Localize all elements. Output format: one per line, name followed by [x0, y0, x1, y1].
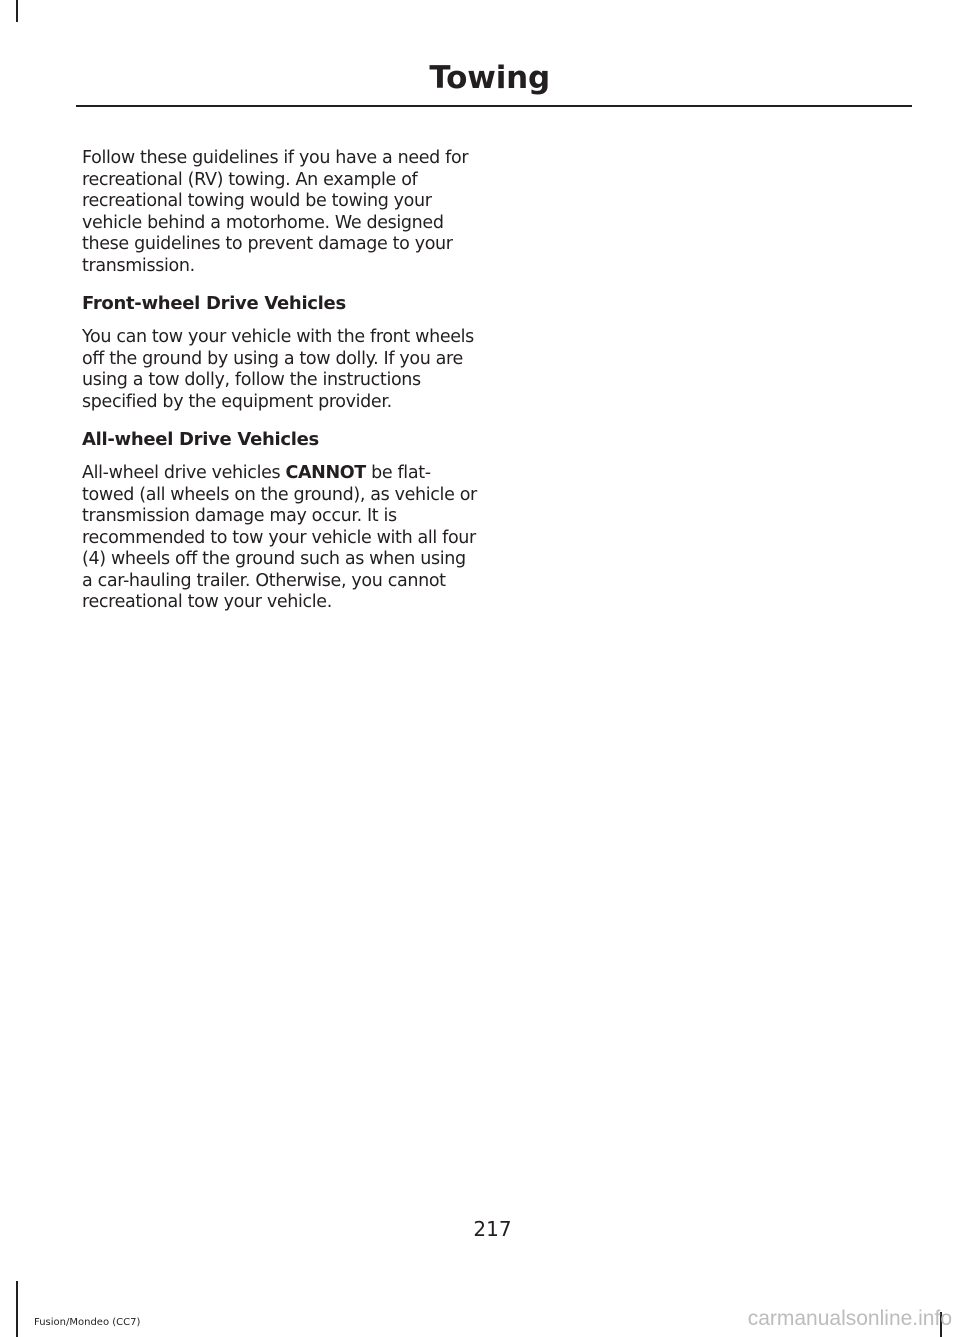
model-label: Fusion/Mondeo (CC7) — [34, 1317, 141, 1328]
watermark: carmanualsonline.info — [747, 1307, 952, 1330]
crop-mark-bottom-left — [16, 1281, 18, 1337]
front-wheel-heading: Front-wheel Drive Vehicles — [82, 293, 346, 314]
section-title: Towing — [429, 60, 550, 96]
all-wheel-text-before: All-wheel drive vehicles — [82, 463, 286, 483]
crop-mark-top-left — [16, 0, 18, 22]
page-number: 217 — [473, 1217, 512, 1241]
all-wheel-text-after: be flat-towed (all wheels on the ground), as vehicle or transmission damage may occur. It is recommended to tow your vehicle with all four (4) wheels off the ground such as when using a car-hauling trailer. Otherwise, you cannot recreational tow your vehicle. — [82, 463, 477, 612]
intro-paragraph: Follow these guidelines if you have a need for recreational (RV) towing. An example of recreational towing would be towing your vehicle behind a motorhome. We designed these guidelines to prevent damage to your transmission. — [82, 148, 469, 276]
front-wheel-paragraph: You can tow your vehicle with the front wheels off the ground by using a tow dolly. If you are using a tow dolly, follow the instructions specified by the equipment provider. — [82, 327, 474, 412]
all-wheel-paragraph — [82, 463, 477, 614]
page-content — [82, 148, 477, 630]
header-rule — [76, 105, 912, 107]
cannot-emphasis: CANNOT — [285, 463, 366, 483]
all-wheel-heading: All-wheel Drive Vehicles — [82, 429, 319, 450]
